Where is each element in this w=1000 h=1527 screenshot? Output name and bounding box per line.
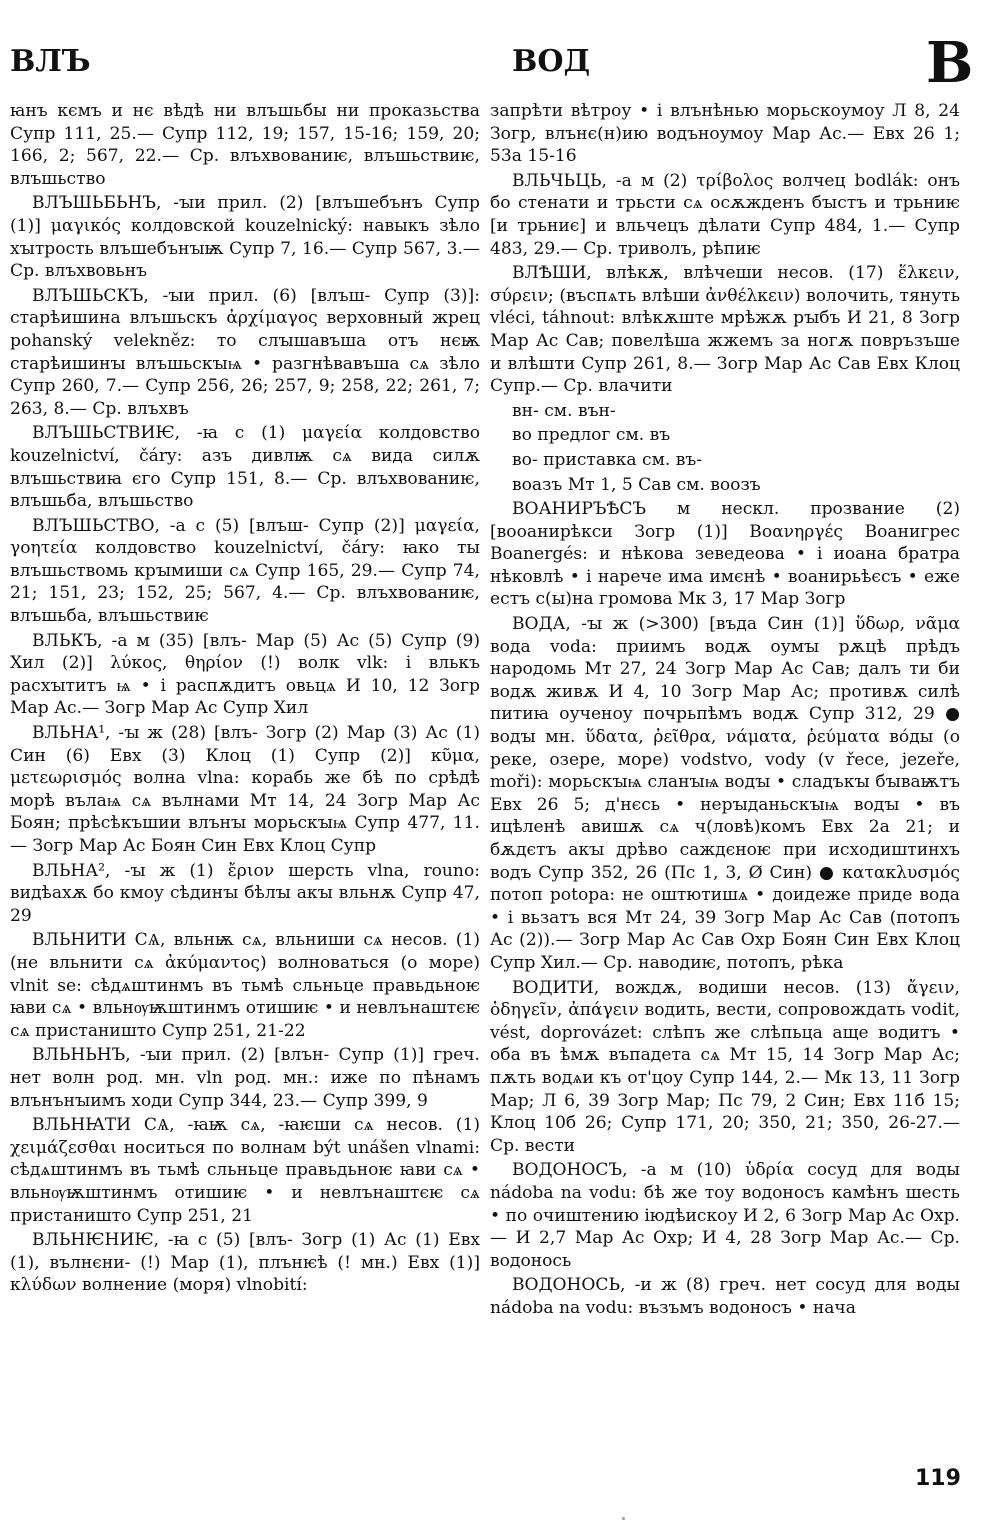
dictionary-entry: ВЛЬЧЬЦЬ, -а м (2) τρίβολος волчец bodlák: онъ бо стенати и трьсти сѧ осѫжденъ бꙑстъ и трьниѥ [и трьниє] и вльчецъ дѣлати Супр 484, 1.— Супр 483, 29.— Ср. триволъ, рѣпиѥ: [490, 170, 960, 259]
dictionary-entry: ВОДИТИ, вождѫ, водиши несов. (13) ἄγειν, ὁδηγεῖν, ἀπάγειν водить, вести, сопровождать vodit, vést, doprovázet: слѣпъ же слѣпьца аще водитъ • оба въ ѣмѫ въпадета сѧ Мт 15, 14 Зогр Мар Ас; пѫть водѧи къ от'цоу Супр 144, 2.— Мк 13, 11 Зогр Мар; Л 6, 39 Зогр Мар; Пс 79, 2 Син; Евх 11б 15; Клоц 10б 26; Супр 171, 20; 350, 21; 350, 26-27.— Ср. вести: [490, 977, 960, 1156]
running-head-center: ВОД: [512, 44, 591, 79]
dictionary-entry: во предлог см. въ: [512, 425, 671, 446]
right-column: [490, 100, 960, 1321]
dictionary-entry: ВЛЬКЪ, -а м (35) [влъ- Мар (5) Ас (5) Супр (9) Хил (2)] λύκος, θηρίον (!) волк vlk: і влькъ расхꙑтитъ ѩ • і распѫдитъ овьцѧ И 10, 12 Зогр Мар Ас.— Зогр Мар Ас Супр Хил: [10, 630, 480, 719]
dictionary-entry: ВЛЪШЬСКЪ, -ꙑи прил. (6) [влъш- Супр (3)]: старѣишина влъшьскъ ἀρχίμαγος верховный жрец pohanský velekněz: то слꙑшавъша отъ нєѭ старѣишинꙑ влъшьскꙑѩ • разгнѣвавъша сѧ зѣло Супр 260, 7.— Супр 256, 26; 257, 9; 258, 22; 261, 7; 263, 8.— Ср. влъхвъ: [10, 285, 480, 419]
dictionary-entry: ВОДА, -ꙑ ж (>300) [въда Син (1)] ὕδωρ, νᾶμα вода voda: приимъ водѫ оумꙑ рѫцѣ прѣдъ народомь Мт 27, 24 Зогр Мар Ас Сав; далъ ти би водѫ живѫ И 4, 10 Зогр Мар Ас; противѫ силѣ питиꙗ оученоу почрьпѣмъ водѫ Супр 312, 29 ● водꙑ мн. ὕδατα, ῥεῖθρα, νάματα, ῥεύματα во́ды (о реке, озере, море) vodstvo, vody (v řece, jezeře, moři): морьскꙑѩ сланꙑѩ водꙑ • сладъкꙑ бꙑваѭтъ Евх 26 5; д'нєсь • нерꙑданьскꙑѩ водꙑ • въ ицѣленѣ авишѫ сѧ ч(ловѣ)комъ Евх 2а 21; и бѫдєтъ акꙑ дрѣво саждєноѥ при исходиштинхъ водъ Супр 352, 26 (Пс 1, 3, Ø Син) ● κατακλυσμός потоп potopa: не оштютишѧ • доидеже приде вода • і вьзатъ вся Мт 24, 39 Зогр Мар Ас Сав (потопъ Ас (2)).— Зогр Мар Ас Сав Охр Боян Син Евх Клоц Супр Хил.— Ср. наводиѥ, потопъ, рѣка: [490, 614, 960, 973]
dictionary-entry: ВЛЬНА², -ꙑ ж (1) ἔριον шерсть vlna, rouno: видѣахѫ бо кмоу сѣдинꙑ бѣлꙑ акꙑ вльнѫ Супр 47, 29: [10, 860, 480, 926]
dictionary-entry: ВОАНИРЪѢСЪ м нескл. прозвание (2) [вооанирѣкси Зогр (1)] Βοανηργές Воанигрес Boanergés: и нѣкова зеведеова • і иоана братра нѣковлѣ • і нарече има имєнѣ • воанирьѣєсъ • еже естъ с(ы)на громова Мк 3, 17 Мар Зогр: [490, 499, 960, 610]
running-head-left: ВЛЪ: [10, 44, 91, 79]
left-column: [10, 100, 480, 1299]
dictionary-entry: воазъ Мт 1, 5 Сав см. воозъ: [512, 474, 761, 495]
dictionary-entry: ВЛЬНА¹, -ꙑ ж (28) [влъ- Зогр (2) Мар (3) Ас (1) Син (6) Евх (3) Клоц (1) Супр (2)] κῦμα, μετεωρισμός волна vlna: корабь же бѣ по срѣдѣ морѣ вълаѩ сѧ вълнами Мт 14, 24 Зогр Мар Ас Боян; прѣсѣкъшии влънꙑ морьскꙑѩ Супр 477, 11.— Зогр Мар Ас Боян Син Евх Клоц Супр: [10, 723, 480, 856]
dictionary-entry: ꙗнъ кємъ и нє вѣдѣ ни влъшьбы ни проказьства Супр 111, 25.— Супр 112, 19; 157, 15-16; 159, 20; 166, 2; 567, 22.— Ср. влъхвованиѥ, влъшьствиѥ, влъшьство: [10, 101, 480, 189]
dictionary-entry: запрѣти вѣтроу • і влънѣнью морьскоумоу Л 8, 24 Зогр, влънє(н)ию водъноумоу Мар Ас.— Евх 26 1; 53а 15-16: [490, 101, 960, 167]
section-letter: В: [926, 30, 974, 96]
dictionary-entry: ВЛЪШЬСТВИѤ, -ꙗ с (1) μαγεία колдовство kouzelnictví, čáry: азъ дивлѭ сѧ вида силѫ влъшьствиꙗ єго Супр 151, 8.— Ср. влъхвованиѥ, влъшьба, влъшьство: [10, 423, 480, 512]
dictionary-entry: ВОДОНОСЬ, -и ж (8) греч. нет сосуд для воды nádoba na vodu: възъмъ водоносъ • нача: [490, 1275, 960, 1318]
dictionary-entry: ВЛЪШЬБЬНЪ, -ꙑи прил. (2) [влъшебънъ Супр (1)] μαγικός колдовской kouzelnický: навыкъ зѣло хꙑтрость влъшебънꙑѭ Супр 7, 16.— Супр 567, 3.— Ср. влъхвовьнъ: [10, 193, 480, 282]
dictionary-entry: ВЛЪШЬСТВО, -а с (5) [влъш- Супр (2)] μαγεία, γοητεία колдовство kouzelnictví, čáry: ꙗко ты влъшьствомь крꙑмиши сѧ Супр 165, 29.— Супр 74, 21; 151, 23; 152, 25; 567, 4.— Ср. влъхвованиѥ, влъшьба, влъшьствиѥ: [10, 515, 480, 627]
print-speck: [622, 1517, 625, 1520]
dictionary-entry: ВЛЬНѤНИѤ, -ꙗ с (5) [влъ- Зогр (1) Ас (1) Евх (1), вълнєни- (!) Мар (1), плънѥѣ (! мн.) Евх (1)] κλύδων волнение (моря) vlnobití:: [10, 1230, 480, 1296]
page-number: 119: [915, 1466, 961, 1491]
dictionary-entry: во- приставка см. въ-: [512, 449, 703, 470]
dictionary-entry: ВЛЬНꙖТИ СѦ, -ꙗѭ сѧ, -ꙗѥши сѧ несов. (1) χειμάζεσθαι носиться по волнам být unášen vlnami: сѣдѧштинмъ въ тьмѣ сльньце правьдьноѥ ꙗви сѧ • вльнѹѭштинмъ отишиѥ • и невлънаштєѥ сѧ пристаништо Супр 251, 21: [10, 1115, 480, 1226]
dictionary-entry: ВЛѢШИ, влѣкѫ, влѣчеши несов. (17) ἕλκειν, σύρειν; (въспѧть влѣши ἀνθέλκειν) волочить, тянуть vléci, táhnout: влѣкѫште мрѣжѫ рꙑбъ И 21, 8 Зогр Мар Ас Сав; повелѣша жжемъ за ногѫ повръзъше и влѣшти Супр 261, 8.— Зогр Мар Ас Сав Евх Клоц Супр.— Ср. влачити: [490, 263, 960, 397]
dictionary-entry: ВЛЬНЬНЪ, -ꙑи прил. (2) [влън- Супр (1)] греч. нет волн род. мн. vln род. мн.: иже по пѣнамъ влънънꙑимъ ходи Супр 344, 23.— Супр 399, 9: [10, 1045, 480, 1111]
dictionary-entry: вн- см. вън-: [512, 400, 616, 421]
dictionary-entry: ВОДОНОСЪ, -а м (10) ὑδρία сосуд для воды nádoba na vodu: бѣ же тоу водоносъ камѣнъ шесть • по очиштению іюдѣискоу И 2, 6 Зогр Мар Ас Охр.— И 2,7 Мар Ас Охр; И 4, 28 Зогр Мар Ас.— Ср. водонось: [490, 1160, 960, 1271]
dictionary-entry: ВЛЬНИТИ СѦ, вльнѭ сѧ, вльниши сѧ несов. (1) (не вльнити сѧ ἀκύμαντος) волноваться (о море) vlnit se: сѣдѧштинмъ въ тьмѣ сльньце правьдьноѥ ꙗви сѧ • вльнѹѭштинмъ отишиѥ • и невлънаштєѥ сѧ пристаништо Супр 251, 21-22: [10, 930, 480, 1041]
